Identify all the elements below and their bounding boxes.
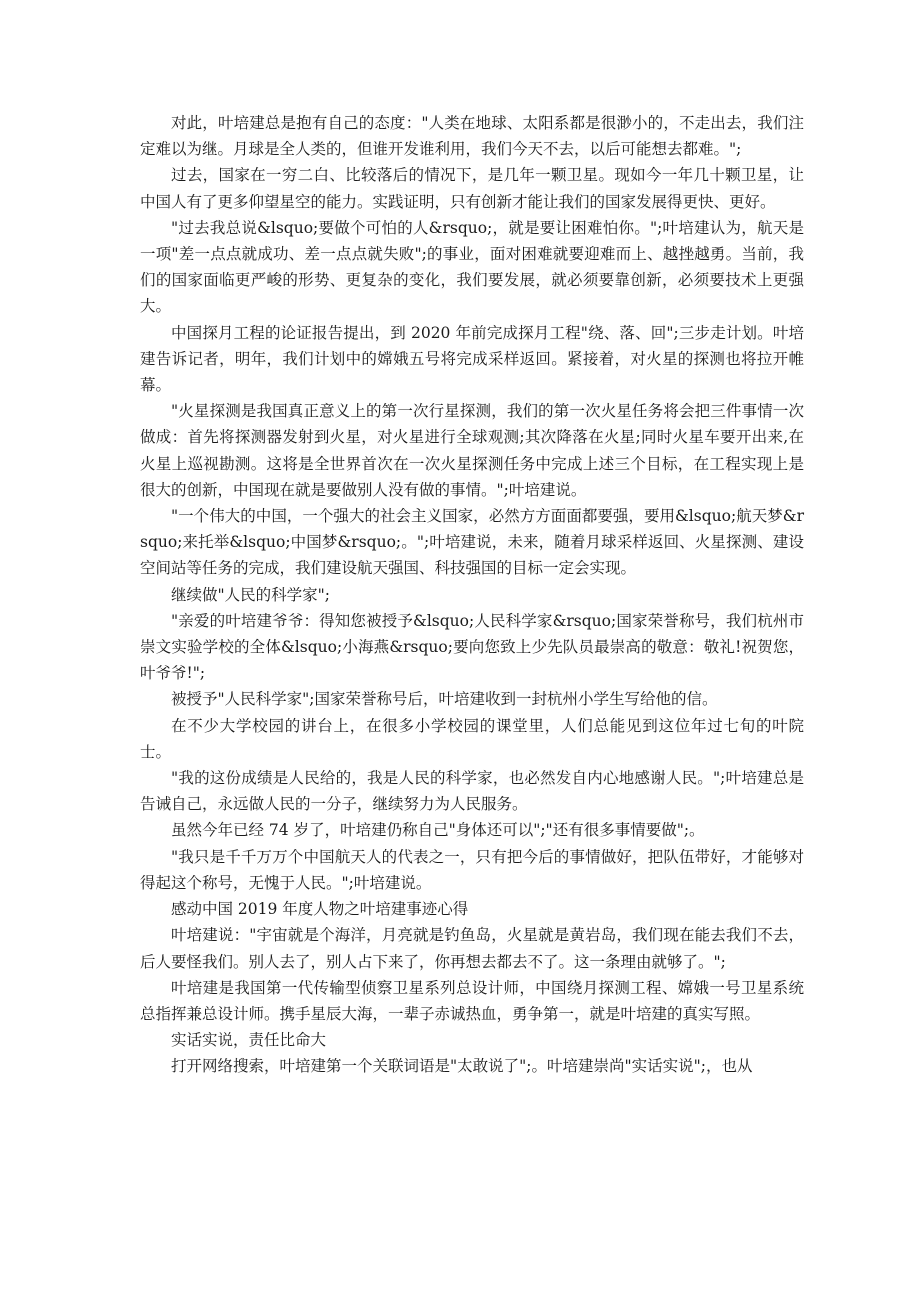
paragraph: "我只是千千万万个中国航天人的代表之一，只有把今后的事情做好，把队伍带好，才能够对得起这个称号，无愧于人民。";叶培建说。 xyxy=(140,847,804,892)
paragraph: "过去我总说&lsquo;要做个可怕的人&rsquo;，就是要让困难怕你。";叶培建认为，航天是一项"差一点点就成功、差一点点就失败";的事业，面对困难就要迎难而上、越挫越勇。当前，我们的国家面临更严峻的形势、更复杂的变化，我们要发展，就必须要靠创新，必须要技术上更强大。 xyxy=(140,218,804,316)
paragraph: 叶培建是我国第一代传输型侦察卫星系列总设计师，中国绕月探测工程、嫦娥一号卫星系统总指挥兼总设计师。携手星辰大海，一辈子赤诚热血，勇争第一，就是叶培建的真实写照。 xyxy=(140,978,804,1023)
paragraph: 在不少大学校园的讲台上，在很多小学校园的课堂里，人们总能见到这位年过七旬的叶院士。 xyxy=(140,716,804,761)
paragraph: 打开网络搜索，叶培建第一个关联词语是"太敢说了";。叶培建崇尚"实话实说";，也从 xyxy=(171,1057,753,1076)
paragraph: "亲爱的叶培建爷爷：得知您被授予&lsquo;人民科学家&rsquo;国家荣誉称号，我们杭州市崇文实验学校的全体&lsquo;小海燕&rsquo;要向您致上少先队员最崇高的敬意：敬礼!祝贺您，叶爷爷!"; xyxy=(140,611,804,683)
paragraph: 叶培建说："宇宙就是个海洋，月亮就是钓鱼岛，火星就是黄岩岛，我们现在能去我们不去，后人要怪我们。别人去了，别人占下来了，你再想去都去不了。这一条理由就够了。"; xyxy=(140,926,804,971)
paragraph: "一个伟大的中国，一个强大的社会主义国家，必然方方面面都要强，要用&lsquo;航天梦&rsquo;来托举&lsquo;中国梦&rsquo;。";叶培建说，未来，随着月球采样返回、火星探测、建设空间站等任务的完成，我们建设航天强国、科技强国的目标一定会实现。 xyxy=(140,507,804,578)
paragraph: 对此，叶培建总是抱有自己的态度："人类在地球、太阳系都是很渺小的，不走出去，我们注定难以为继。月球是全人类的，但谁开发谁利用，我们今天不去，以后可能想去都难。"; xyxy=(140,114,804,159)
paragraph: 虽然今年已经 74 岁了，叶培建仍称自己"身体还可以";"还有很多事情要做";。 xyxy=(171,821,705,840)
paragraph: "我的这份成绩是人民给的，我是人民的科学家，也必然发自内心地感谢人民。";叶培建总是告诫自己，永远做人民的一分子，继续努力为人民服务。 xyxy=(140,769,804,814)
paragraph: "火星探测是我国真正意义上的第一次行星探测，我们的第一次火星任务将会把三件事情一次做成：首先将探测器发射到火星，对火星进行全球观测;其次降落在火星;同时火星车要开出来,在火星上巡视勘测。这将是全世界首次在一次火星探测任务中完成上述三个目标，在工程实现上是很大的创新，中国现在就是要做别人没有做的事情。";叶培建说。 xyxy=(140,402,804,499)
paragraph: 被授予"人民科学家";国家荣誉称号后，叶培建收到一封杭州小学生写给他的信。 xyxy=(171,690,718,709)
paragraph: 过去，国家在一穷二白、比较落后的情况下，是几年一颗卫星。现如今一年几十颗卫星，让中国人有了更多仰望星空的能力。实践证明，只有创新才能让我们的国家发展得更快、更好。 xyxy=(140,166,804,211)
section-heading: 实话实说，责任比命大 xyxy=(171,1031,327,1050)
section-heading: 感动中国 2019 年度人物之叶培建事迹心得 xyxy=(171,900,469,919)
paragraph: 中国探月工程的论证报告提出，到 2020 年前完成探月工程"绕、落、回";三步走计划。叶培建告诉记者，明年，我们计划中的嫦娥五号将完成采样返回。紧接着，对火星的探测也将拉开帷幕。 xyxy=(140,323,804,395)
section-heading: 继续做"人民的科学家"; xyxy=(171,585,330,604)
document-body xyxy=(140,110,804,1080)
